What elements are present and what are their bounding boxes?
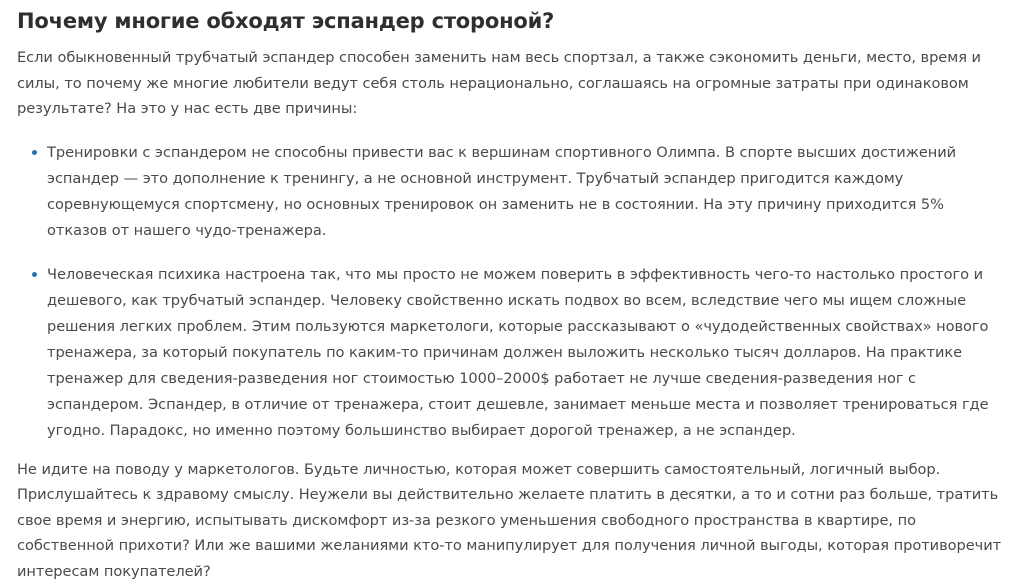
page-title: Почему многие обходят эспандер стороной? [17, 9, 555, 33]
reasons-list [17, 140, 1007, 445]
bullet-dot-icon [32, 150, 37, 155]
intro-paragraph: Если обыкновенный трубчатый эспандер способен заменить нам весь спортзал, а также сэкономить деньги, место, время и силы, то почему же многие любители ведут себя столь нерационально, соглашаясь на огромные затраты при одинаковом результате? На это у нас есть две причины: [17, 49, 981, 117]
article [17, 0, 1007, 584]
list-item-text: Тренировки с эспандером не способны привести вас к вершинам спортивного Олимпа. В спорте высших достижений эспандер — это дополнение к тренингу, а не основной инструмент. Трубчатый эспандер пригодится каждому соревнующемуся спортсмену, но основных тренировок он заменить не в состоянии. На эту причину приходится 5% отказов от нашего чудо-тренажера. [47, 143, 957, 239]
bullet-dot-icon [32, 272, 37, 277]
conclusion-paragraph: Не идите на поводу у маркетологов. Будьте личностью, которая может совершить самостоятельный, логичный выбор. Прислушайтесь к здравому смыслу. Неужели вы действительно желаете платить в десятки, а то и сотни раз больше, тратить свое время и энергию, испытывать дискомфорт из-за резкого уменьшения свободного пространства в квартире, по собственной прихоти? Или же вашими желаниями кто-то манипулирует для получения личной выгоды, которая противоречит интересам покупателей? [17, 460, 1002, 580]
list-item-text: Человеческая психика настроена так, что мы просто не можем поверить в эффективность чего-то настолько простого и дешевого, как трубчатый эспандер. Человеку свойственно искать подвох во всем, вследствие чего мы ищем сложные решения легких проблем. Этим пользуются маркетологи, которые рассказывают о «чудодейственных свойствах» нового тренажера, за который покупатель по каким-то причинам должен выложить несколько тысяч долларов. На практике тренажер для сведения-разведения ног стоимостью 1000–2000$ работает не лучше сведения-разведения ног с эспандером. Эспандер, в отличие от тренажера, стоит дешевле, занимает меньше места и позволяет тренироваться где угодно. Парадокс, но именно поэтому большинство выбирает дорогой тренажер, а не эспандер. [47, 265, 989, 440]
list-item [30, 140, 1007, 244]
list-item [30, 262, 1007, 445]
